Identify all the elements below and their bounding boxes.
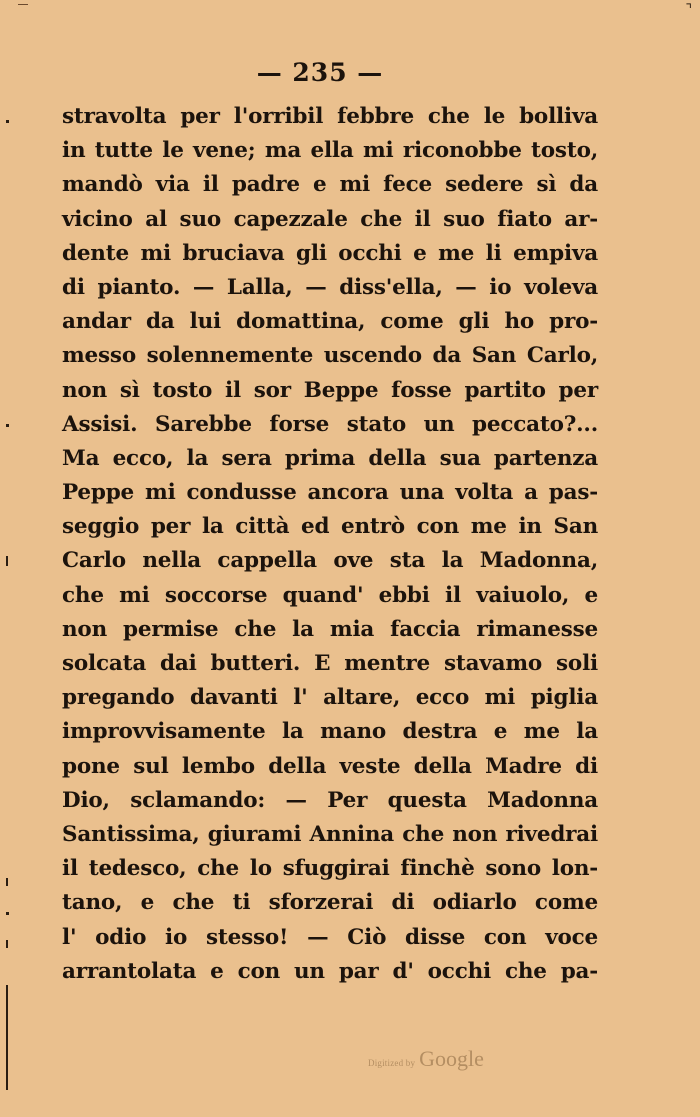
page-number: — 235 — (256, 58, 384, 87)
text-line: messo solennemente uscendo da San Carlo, (62, 343, 598, 369)
text-line: Peppe mi condusse ancora una volta a pas- (62, 480, 598, 506)
text-line: l' odio io stesso! — Ciò disse con voce (62, 924, 598, 950)
margin-mark (6, 940, 8, 948)
text-line: pregando davanti l' altare, ecco mi piglia (62, 685, 598, 711)
page-edge-line (6, 985, 8, 1090)
text-line: di pianto. — Lalla, — diss'ella, — io voleva (62, 274, 598, 300)
watermark-prefix: Digitized by (368, 1058, 416, 1068)
text-line: arrantolata e con un par d' occhi che pa- (62, 958, 598, 984)
text-line: che mi soccorse quand' ebbi il vaiuolo, e (62, 582, 598, 608)
margin-mark (6, 424, 9, 427)
margin-mark (6, 556, 8, 566)
text-line: solcata dai butteri. E mentre stavamo soli (62, 651, 598, 676)
text-line: non permise che la mia faccia rimanesse (62, 616, 598, 642)
text-line: Santissima, giurami Annina che non rivedrai (62, 821, 598, 847)
google-logo: Google (419, 1046, 484, 1071)
text-line: non sì tosto il sor Beppe fosse partito per (62, 377, 598, 403)
text-line: in tutte le vene; ma ella mi riconobbe tosto, (62, 138, 598, 164)
text-line: il tedesco, che lo sfuggirai finchè sono lon- (62, 856, 598, 882)
text-line: stravolta per l'orribil febbre che le bolliva (62, 104, 598, 129)
text-line: andar da lui domattina, come gli ho pro- (62, 309, 598, 335)
text-line: seggio per la città ed entrò con me in San (62, 514, 598, 540)
margin-mark (6, 120, 9, 123)
scan-mark (18, 4, 28, 5)
text-line: Dio, sclamando: — Per questa Madonna (62, 787, 598, 813)
text-line: mandò via il padre e mi fece sedere sì da (62, 172, 598, 198)
text-line: dente mi bruciava gli occhi e me li empiva (62, 240, 598, 266)
text-line: pone sul lembo della veste della Madre di (62, 753, 598, 779)
text-line: tano, e che ti sforzerai di odiarlo come (62, 890, 598, 916)
text-line: Assisi. Sarebbe forse stato un peccato?... (62, 411, 598, 437)
text-line: vicino al suo capezzale che il suo fiato ar- (62, 206, 598, 232)
body-text (62, 100, 598, 989)
margin-mark (6, 878, 8, 886)
corner-mark-icon: ⌝ (685, 2, 692, 18)
digitized-by-google-watermark (368, 1046, 484, 1072)
text-line: Carlo nella cappella ove sta la Madonna, (62, 548, 598, 574)
margin-mark (6, 912, 9, 915)
text-line: improvvisamente la mano destra e me la (62, 719, 598, 745)
text-line: Ma ecco, la sera prima della sua partenza (62, 445, 598, 471)
